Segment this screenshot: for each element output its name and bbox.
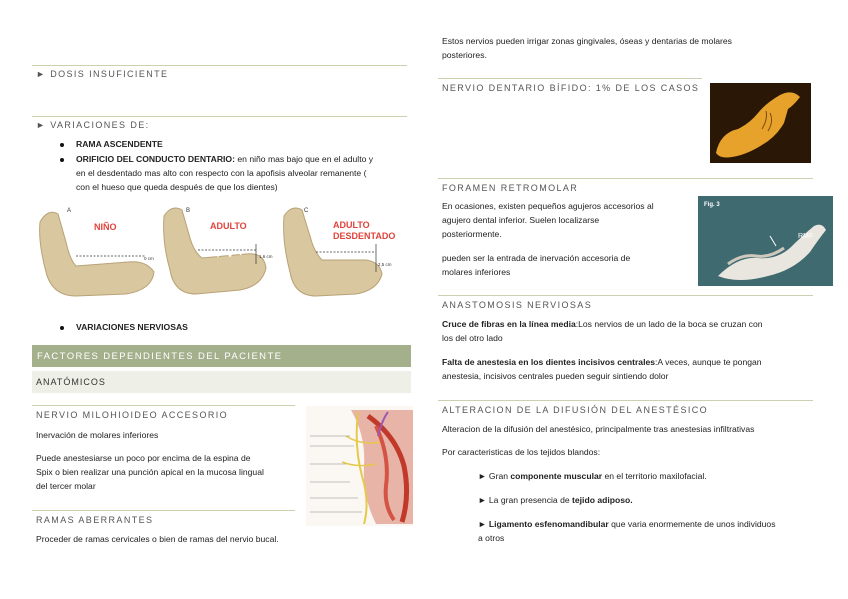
intro-line-2: posteriores. (442, 50, 487, 60)
alteracion-item-2: ► La gran presencia de tejido adiposo. (478, 495, 633, 505)
milo-text-2c: del tercer molar (36, 481, 96, 491)
milo-text-2a: Puede anestesiarse un poco por encima de la espina de (36, 453, 251, 463)
divider (32, 405, 295, 406)
bullet-rama-ascendente: RAMA ASCENDENTE (76, 139, 163, 149)
milo-text-1: Inervación de molares inferiores (36, 430, 159, 440)
fig-label-a: A (67, 208, 72, 214)
alteracion-item-3-line-2: a otros (478, 533, 505, 543)
fig-label-adulto: ADULTO (210, 221, 247, 231)
mandible-variations-figure (36, 202, 408, 304)
foramen-heading: FORAMEN RETROMOLAR (442, 183, 579, 193)
fig-label-adulto-desdentado-2: DESDENTADO (333, 231, 396, 241)
factores-banner: FACTORES DEPENDIENTES DEL PACIENTE (32, 345, 411, 367)
falta-line-1: Falta de anestesia en los dientes incisivos centrales:A veces, aunque te pongan (442, 357, 762, 367)
divider (32, 510, 295, 511)
alteracion-text-2: Por caracteristicas de los tejidos blandos: (442, 447, 601, 457)
foramen-line-4: pueden ser la entrada de inervación accesoria de (442, 253, 631, 263)
alteracion-item-3: ► Ligamento esfenomandibular que varia enormemente de unos individuos (478, 519, 776, 529)
milohyoid-anatomy-image (306, 406, 413, 526)
fig-measure-2: 1,6 cm (259, 254, 273, 259)
retromolar-foramen-photo (698, 196, 833, 286)
falta-line-2: anestesia, incisivos centrales pueden seguir sintiendo dolor (442, 371, 669, 381)
dosis-heading: ► DOSIS INSUFICIENTE (36, 69, 169, 79)
foramen-line-2: agujero dental inferior. Suelen localizarse (442, 215, 600, 225)
bullet-dot (60, 158, 64, 162)
milo-text-2b: Spix o bien realizar una punción apical en la mucosa lingual (36, 467, 264, 477)
bifido-heading: NERVIO DENTARIO BÍFIDO: 1% DE LOS CASOS (442, 83, 700, 93)
anatomicos-banner: ANATÓMICOS (32, 371, 411, 393)
bifid-nerve-photo (710, 83, 811, 163)
intro-line-1: Estos nervios pueden irrigar zonas gingivales, óseas y dentarias de molares (442, 36, 732, 46)
fig-label-c: C (304, 208, 309, 214)
variaciones-heading: ► VARIACIONES DE: (36, 120, 150, 130)
bullet-variaciones-nerviosas: VARIACIONES NERVIOSAS (76, 322, 188, 332)
divider (438, 400, 813, 401)
fig-label-b: B (186, 208, 191, 214)
fig-label-adulto-desdentado-1: ADULTO (333, 220, 370, 230)
bullet-orificio: ORIFICIO DEL CONDUCTO DENTARIO: en niño mas bajo que en el adulto y (76, 154, 374, 164)
divider (438, 78, 702, 79)
foramen-line-3: posteriormente. (442, 229, 502, 239)
alteracion-item-1: ► Gran componente muscular en el territorio maxilofacial. (478, 471, 707, 481)
fig-measure-3: 2,5 cm (378, 262, 392, 267)
anastomosis-heading: ANASTOMOSIS NERVIOSAS (442, 300, 593, 310)
fig-label-nino: NIÑO (94, 222, 117, 232)
divider (32, 116, 407, 117)
divider (32, 65, 407, 66)
divider (438, 295, 813, 296)
rmf-label: RMF (798, 233, 814, 240)
alteracion-heading: ALTERACION DE LA DIFUSIÓN DEL ANESTÉSICO (442, 405, 709, 415)
foramen-line-5: molares inferiores (442, 267, 511, 277)
divider (438, 178, 813, 179)
cruce-line-1: Cruce de fibras en la línea media:Los nervios de un lado de la boca se cruzan con (442, 319, 763, 329)
ramas-heading: RAMAS ABERRANTES (36, 515, 154, 525)
bullet-dot (60, 143, 64, 147)
milo-heading: NERVIO MILOHIOIDEO ACCESORIO (36, 410, 229, 420)
alteracion-text-1: Alteracion de la difusión del anestésico, principalmente tras anestesias infiltrativas (442, 424, 755, 434)
fig-measure-1: 0 cm (144, 256, 154, 261)
bullet-dot (60, 326, 64, 330)
bullet-orificio-line2: en el desdentado mas alto con respecto con la apofisis alveolar remanente ( (76, 168, 367, 178)
bullet-orificio-line3: con el hueso que queda después de que los dientes) (76, 182, 278, 192)
cruce-line-2: los del otro lado (442, 333, 503, 343)
fig3-label: Fig. 3 (704, 202, 720, 208)
foramen-line-1: En ocasiones, existen pequeños agujeros accesorios al (442, 201, 654, 211)
ramas-text: Proceder de ramas cervicales o bien de ramas del nervio bucal. (36, 534, 279, 544)
